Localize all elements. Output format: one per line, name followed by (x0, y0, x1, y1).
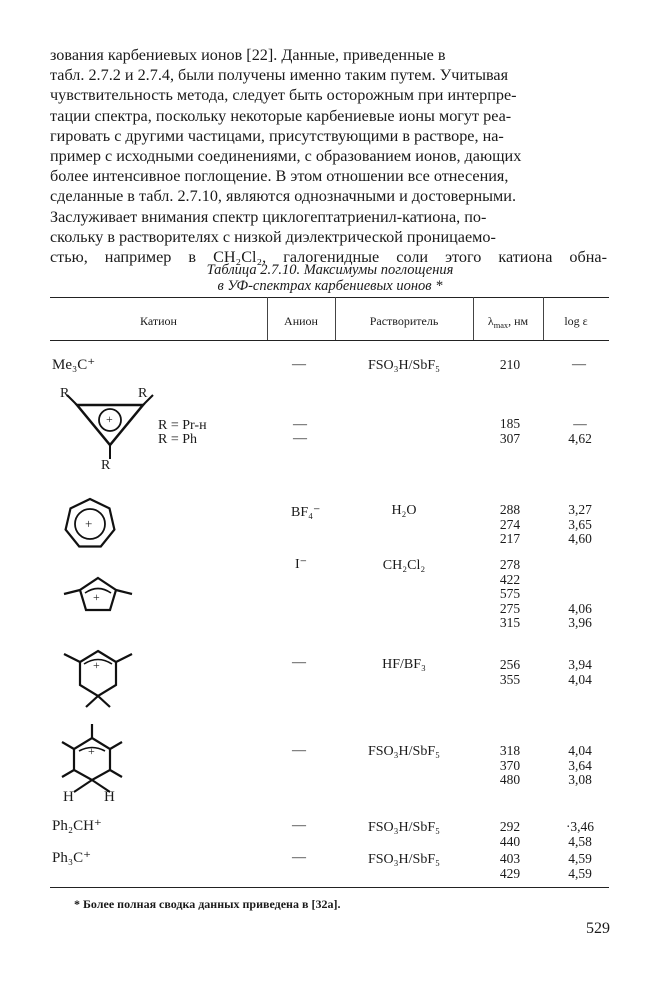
lambda-value: 274 (499, 516, 521, 532)
para-line: табл. 2.7.2 и 2.7.4, были получены именно таким путем. Учитывая (50, 66, 509, 85)
solvent-cell: CH₂Cl₂ (382, 558, 426, 573)
loge-value: 3,94 (568, 657, 592, 672)
lambda-cell (490, 852, 530, 881)
loge-value: 3,27 (568, 502, 592, 517)
para-line: чувствительность метода, следует быть осторожным при интерпре- (50, 86, 517, 105)
header-lambda (473, 314, 543, 329)
header-loge: log ε (564, 314, 588, 328)
lambda-value: 315 (499, 615, 521, 631)
solvent-cell: FSO₃H/SbF₅ (367, 820, 441, 835)
loge-cell: — (572, 357, 586, 372)
lambda-value: 355 (499, 671, 521, 687)
table-bottom-rule (50, 887, 609, 888)
header-anion: Анион (284, 314, 318, 328)
table-header-rule (50, 340, 609, 341)
loge-value: 4,04 (568, 743, 592, 758)
lambda-value: 288 (499, 502, 521, 517)
para-line: сделанные в табл. 2.7.10, являются однозначными и достоверными. (50, 187, 516, 206)
lambda-value: 318 (499, 743, 521, 758)
loge-value: 4,59 (568, 851, 592, 866)
table-top-rule (50, 297, 609, 298)
loge-value: 3,65 (568, 516, 592, 532)
anion-cell: BF₄⁻ (291, 505, 321, 520)
solvent-cell: H₂O (391, 503, 417, 518)
substituent-r: R (138, 386, 148, 401)
loge-value (560, 587, 600, 602)
plus-sign: + (106, 412, 113, 426)
anion-cell: — (292, 818, 306, 833)
arenium-structure (52, 720, 142, 800)
loge-cell (560, 820, 600, 849)
hydrogen-label: H (104, 789, 115, 805)
anion-cell: — (292, 655, 306, 670)
plus-sign: + (88, 744, 95, 758)
loge-value: — (573, 416, 587, 431)
loge-value: 3,64 (568, 757, 592, 773)
loge-value: 4,04 (568, 671, 592, 687)
loge-cell (560, 558, 600, 631)
lambda-value: 422 (499, 571, 521, 587)
para-line: более интенсивное поглощение. В этом отношении все отнесения, (50, 167, 509, 186)
para-line: пример с исходными соединениями, с образованием ионов, дающих (50, 147, 522, 166)
lambda-symbol: λ (487, 314, 494, 328)
loge-value: 4,59 (568, 865, 592, 881)
substituent-def-b: R = Ph (158, 432, 198, 447)
lambda-value: 185 (499, 416, 521, 431)
loge-cell (560, 744, 600, 788)
footnote: * Более полная сводка данных приведена в [32a]. (74, 897, 341, 911)
lambda-cell: 210 (499, 357, 521, 372)
caption-line-2: в УФ-спектрах карбениевых ионов * (217, 278, 443, 294)
loge-value: 3,96 (568, 615, 592, 631)
anion-cell: — (292, 850, 306, 865)
loge-cell (560, 417, 600, 446)
para-line: тации спектра, поскольку некоторые карбениевые ионы могут реа- (50, 106, 512, 125)
lambda-value: 575 (499, 586, 521, 602)
lambda-cell (490, 558, 530, 631)
para-line: Заслуживает внимания спектр циклогептатриенил-катиона, по- (50, 207, 487, 226)
loge-cell (560, 852, 600, 881)
substituent-r: R (60, 386, 70, 401)
lambda-value: 278 (499, 557, 521, 572)
lambda-value: 370 (499, 757, 521, 773)
para-line: зования карбениевых ионов [22]. Данные, приведенные в (50, 46, 446, 64)
solvent-cell: FSO₃H/SbF₅ (367, 852, 441, 867)
plus-sign: + (85, 516, 93, 531)
cyclohexadienyl-structure (58, 645, 138, 715)
cation-ph3c: Ph₃C⁺ (52, 850, 91, 866)
lambda-cell (490, 417, 530, 446)
page-number: 529 (586, 920, 610, 937)
loge-cell (560, 658, 600, 687)
anion-cell: — (293, 417, 307, 432)
header-solvent: Растворитель (369, 314, 439, 328)
loge-value: 4,62 (568, 430, 592, 446)
table-caption (60, 262, 600, 294)
lambda-sub: max (493, 321, 509, 330)
hydrogen-label: H (63, 789, 74, 805)
plus-sign: + (93, 658, 100, 672)
solvent-cell: HF/BF₃ (382, 657, 426, 672)
lambda-value: 292 (499, 819, 521, 834)
lambda-cell (490, 503, 530, 547)
lambda-value: 307 (499, 430, 521, 446)
lambda-value: 480 (499, 772, 521, 788)
plus-sign: + (93, 590, 100, 604)
anion-cell: — (293, 431, 307, 446)
lambda-cell (490, 744, 530, 788)
lambda-value: 217 (499, 531, 521, 547)
loge-value: 4,06 (568, 600, 592, 616)
body-paragraph (50, 45, 607, 267)
header-cation: Катион (140, 314, 177, 328)
loge-cell (560, 503, 600, 547)
loge-value: 4,60 (568, 531, 592, 547)
lambda-value: 440 (499, 833, 521, 849)
loge-value: 3,08 (568, 772, 592, 788)
lambda-value: 403 (499, 851, 521, 866)
lambda-cell (490, 820, 530, 849)
lambda-value: 256 (499, 657, 521, 672)
lambda-value: 429 (499, 865, 521, 881)
solvent-cell: FSO₃H/SbF₅ (367, 744, 441, 759)
anion-cell: — (292, 357, 306, 372)
substituent-r: R (101, 458, 111, 473)
cation-me3c: Me₃C⁺ (52, 357, 96, 373)
para-line: стью, например в CH₂Cl₂, галогенидные соли этого катиона обна- (50, 248, 607, 267)
lambda-unit: , нм (508, 314, 529, 328)
anion-cell: — (292, 743, 306, 758)
loge-value: 4,58 (568, 833, 592, 849)
loge-value (560, 558, 600, 573)
lambda-value: 275 (499, 600, 521, 616)
loge-value (560, 573, 600, 588)
para-line: скольку в растворителях с низкой диэлектрической проницаемо- (50, 227, 496, 246)
substituent-def-a: R = Pr-н (158, 418, 207, 433)
loge-value: ·3,46 (565, 819, 595, 834)
anion-cell: I⁻ (295, 557, 308, 572)
para-line: гировать с другими частицами, присутствующими в растворе, на- (50, 126, 504, 145)
lambda-cell (490, 658, 530, 687)
cation-ph2ch: Ph₂CH⁺ (52, 818, 102, 834)
caption-line-1: Таблица 2.7.10. Максимумы поглощения (206, 262, 454, 278)
solvent-cell: FSO₃H/SbF₅ (367, 358, 441, 373)
